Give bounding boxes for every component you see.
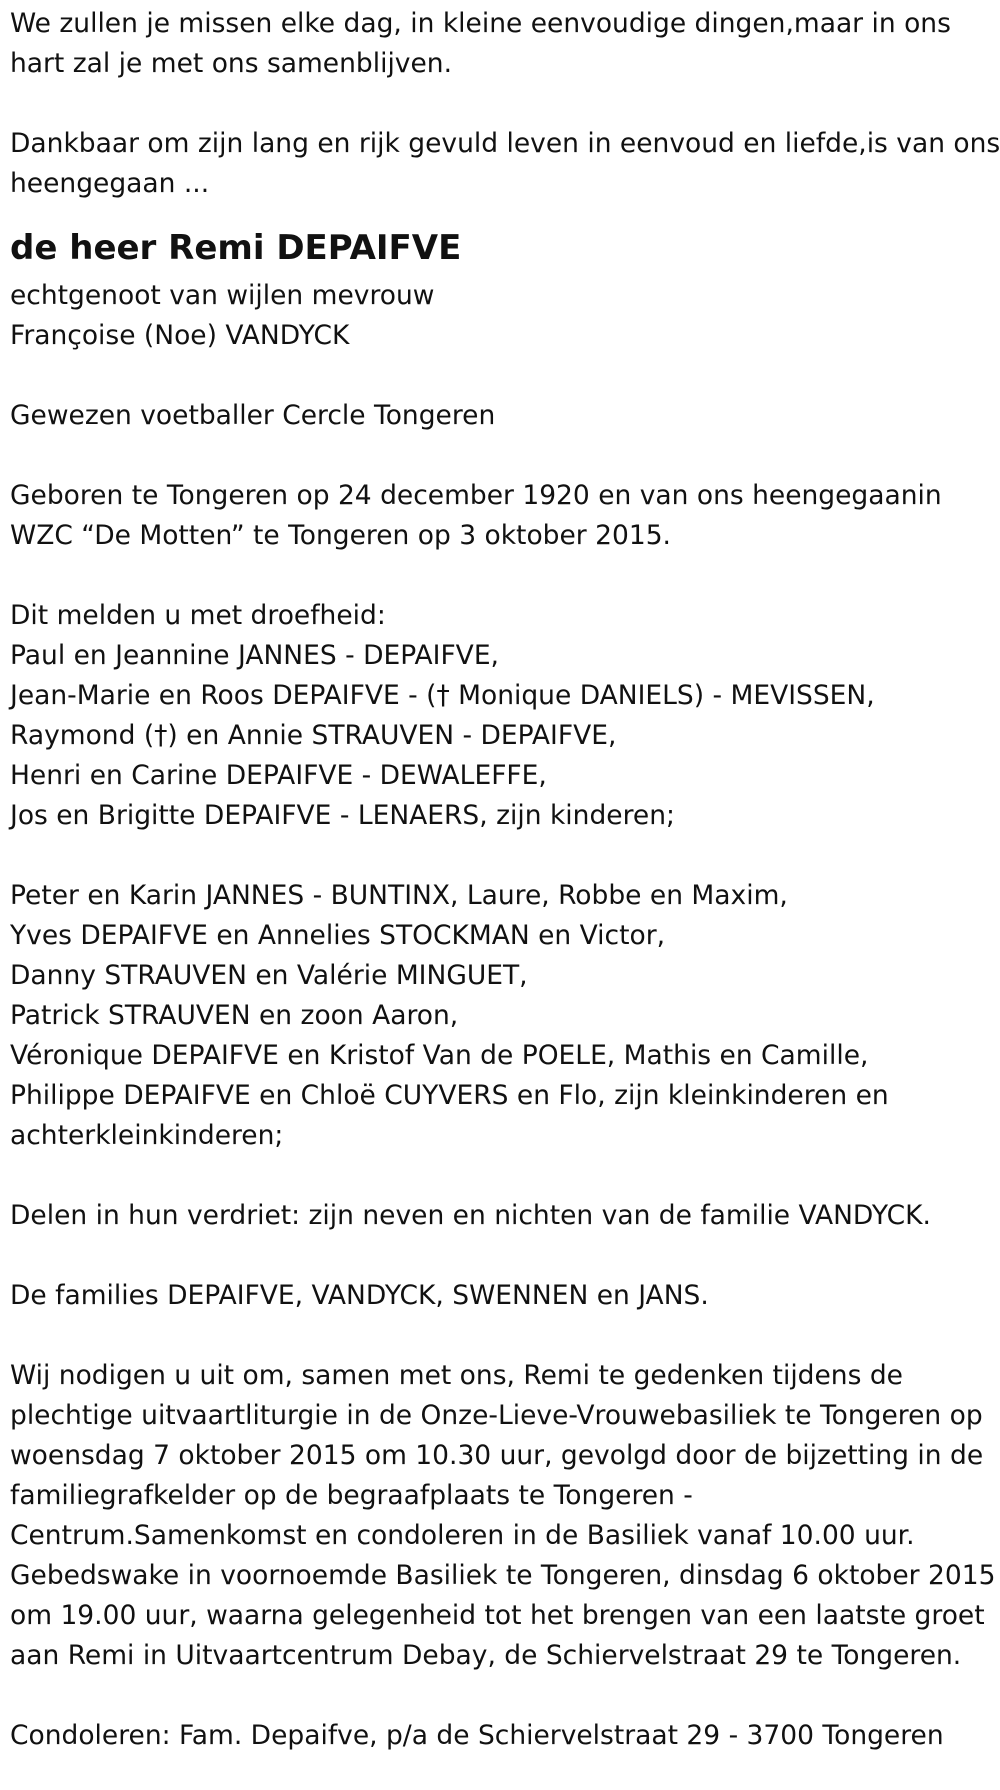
birth-death-paragraph [10, 476, 995, 556]
spouse-line: Françoise (Noe) VANDYCK [10, 320, 350, 351]
spouse-line: echtgenoot van wijlen mevrouw [10, 280, 435, 311]
funeral-line: Gebedswake in voornoemde Basiliek te Tongeren, dinsdag 6 oktober 2015 [10, 1560, 996, 1591]
funeral-line: Centrum.Samenkomst en condoleren in de Basiliek vanaf 10.00 uur. [10, 1520, 915, 1551]
grandchildren-line: Véronique DEPAIFVE en Kristof Van de POELE, Mathis en Camille, [10, 1040, 869, 1071]
relatives-line: Delen in hun verdriet: zijn neven en nichten van de familie VANDYCK. [10, 1200, 931, 1231]
relatives-paragraph [10, 1196, 995, 1236]
grandchildren-line: Philippe DEPAIFVE en Chloë CUYVERS en Flo, zijn kleinkinderen en [10, 1080, 889, 1111]
children-line: Jean-Marie en Roos DEPAIFVE - († Monique DANIELS) - MEVISSEN, [10, 680, 875, 711]
children-line: Paul en Jeannine JANNES - DEPAIFVE, [10, 640, 499, 671]
grandchildren-line: achterkleinkinderen; [10, 1120, 284, 1151]
intro-line: hart zal je met ons samenblijven. [10, 48, 453, 79]
deceased-name: de heer Remi DEPAIFVE [10, 228, 462, 268]
grandchildren-line: Patrick STRAUVEN en zoon Aaron, [10, 1000, 459, 1031]
children-line: Dit melden u met droefheid: [10, 600, 386, 631]
funeral-line: om 19.00 uur, waarna gelegenheid tot het brengen van een laatste groet [10, 1600, 985, 1631]
announcement-paragraph [10, 124, 1000, 204]
announcement-line: Dankbaar om zijn lang en rijk gevuld leven in eenvoud en liefde,is van ons [10, 128, 1000, 159]
funeral-line: aan Remi in Uitvaartcentrum Debay, de Schiervelstraat 29 te Tongeren. [10, 1640, 962, 1671]
funeral-line: plechtige uitvaartliturgie in de Onze-Lieve-Vrouwebasiliek te Tongeren op [10, 1400, 983, 1431]
occupation-paragraph [10, 396, 995, 436]
funeral-line: familiegrafkelder op de begraafplaats te Tongeren - [10, 1480, 693, 1511]
intro-paragraph [10, 4, 995, 84]
announcement-line: heengegaan ... [10, 168, 210, 199]
condolences-paragraph [10, 1716, 995, 1756]
funeral-line: woensdag 7 oktober 2015 om 10.30 uur, gevolgd door de bijzetting in de [10, 1440, 984, 1471]
funeral-line: Wij nodigen u uit om, samen met ons, Remi te gedenken tijdens de [10, 1360, 903, 1391]
intro-line: We zullen je missen elke dag, in kleine eenvoudige dingen,maar in ons [10, 8, 951, 39]
funeral-paragraph [10, 1356, 995, 1676]
grandchildren-line: Danny STRAUVEN en Valérie MINGUET, [10, 960, 528, 991]
grandchildren-line: Yves DEPAIFVE en Annelies STOCKMAN en Victor, [10, 920, 666, 951]
condolences-line: Condoleren: Fam. Depaifve, p/a de Schiervelstraat 29 - 3700 Tongeren [10, 1720, 944, 1751]
children-line: Jos en Brigitte DEPAIFVE - LENAERS, zijn kinderen; [10, 800, 675, 831]
families-line: De families DEPAIFVE, VANDYCK, SWENNEN en JANS. [10, 1280, 709, 1311]
birth-death-line: Geboren te Tongeren op 24 december 1920 en van ons heengegaanin [10, 480, 942, 511]
families-paragraph [10, 1276, 995, 1316]
children-paragraph [10, 596, 995, 836]
children-line: Raymond (†) en Annie STRAUVEN - DEPAIFVE, [10, 720, 617, 751]
grandchildren-paragraph [10, 876, 995, 1156]
occupation-line: Gewezen voetballer Cercle Tongeren [10, 400, 496, 431]
birth-death-line: WZC “De Motten” te Tongeren op 3 oktober 2015. [10, 520, 671, 551]
obituary-document [10, 4, 1000, 1756]
spouse-paragraph [10, 276, 995, 356]
children-line: Henri en Carine DEPAIFVE - DEWALEFFE, [10, 760, 547, 791]
grandchildren-line: Peter en Karin JANNES - BUNTINX, Laure, Robbe en Maxim, [10, 880, 788, 911]
